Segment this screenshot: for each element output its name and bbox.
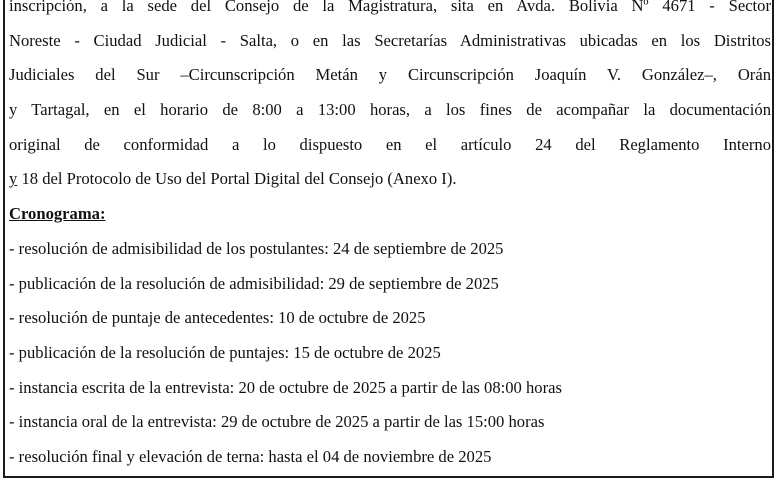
paragraph-line-6 (9, 162, 771, 197)
body-paragraph (9, 0, 771, 197)
paragraph-line-6-lead: y (9, 169, 18, 189)
schedule-item-admisibilidad: - resolución de admisibilidad de los postulantes: 24 de septiembre de 2025 (9, 238, 504, 258)
schedule-item-publicacion-puntajes: - publicación de la resolución de puntajes: 15 de octubre de 2025 (9, 342, 441, 362)
paragraph-line-5: original de conformidad a lo dispuesto en el artículo 24 del Reglamento Interno (9, 134, 771, 154)
document-body (9, 0, 771, 475)
schedule-item-puntaje: - resolución de puntaje de antecedentes: 10 de octubre de 2025 (9, 308, 426, 328)
schedule-item-publicacion-admisibilidad: - publicación de la resolución de admisibilidad: 29 de septiembre de 2025 (9, 273, 499, 293)
paragraph-line-3: Judiciales del Sur –Circunscripción Metán y Circunscripción Joaquín V. González–, Orán (9, 65, 771, 85)
schedule-heading: Cronograma: (9, 204, 106, 224)
paragraph-line-1: inscripción, a la sede del Consejo de la Magistratura, sita en Avda. Bolivia Nº 4671 - Sector (9, 0, 771, 15)
paragraph-line-2: Noreste - Ciudad Judicial - Salta, o en las Secretarías Administrativas ubicadas en los Distritos (9, 30, 771, 50)
paragraph-line-6-rest: 18 del Protocolo de Uso del Portal Digital del Consejo (Anexo I). (17, 169, 457, 189)
schedule-item-terna: - resolución final y elevación de terna: hasta el 04 de noviembre de 2025 (9, 446, 492, 466)
schedule-section (9, 197, 771, 475)
paragraph-line-4: y Tartagal, en el horario de 8:00 a 13:00 horas, a los fines de acompañar la documentación (9, 100, 771, 120)
schedule-item-entrevista-escrita: - instancia escrita de la entrevista: 20 de octubre de 2025 a partir de las 08:00 horas (9, 377, 562, 397)
schedule-item-entrevista-oral: - instancia oral de la entrevista: 29 de octubre de 2025 a partir de las 15:00 horas (9, 412, 545, 432)
